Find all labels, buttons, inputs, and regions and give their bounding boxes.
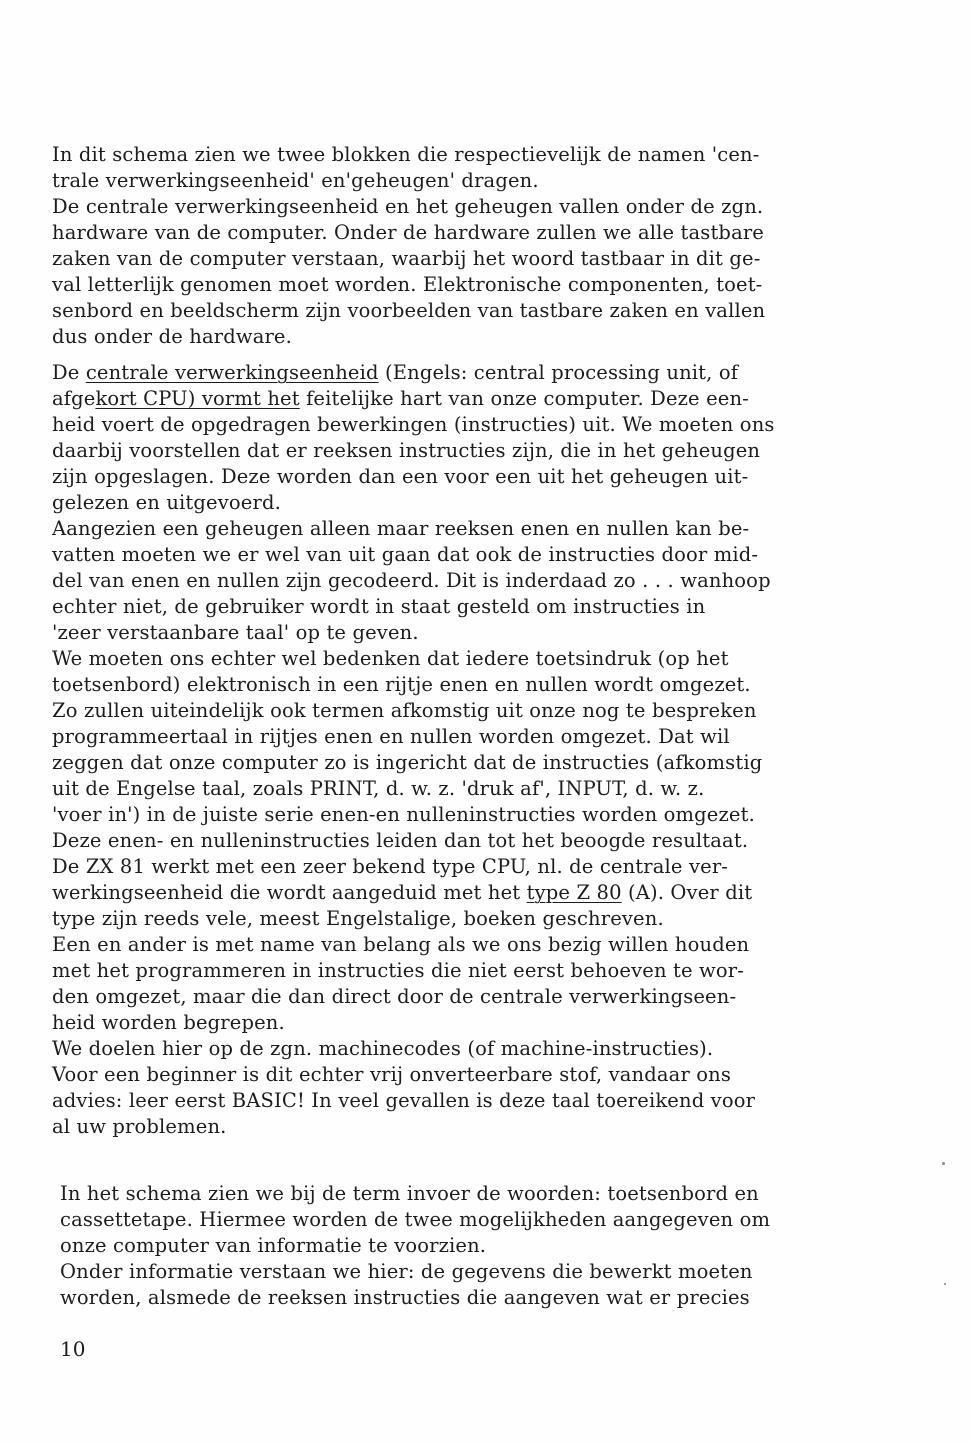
text-line: type zijn reeds vele, meest Engelstalige, boeken geschreven. — [52, 907, 664, 930]
text-line: toetsenbord) elektronisch in een rijtje enen en nullen wordt omgezet. — [52, 673, 751, 696]
text-line: senbord en beeldscherm zijn voorbeelden van tastbare zaken en vallen — [52, 299, 766, 322]
text-line: zaken van de computer verstaan, waarbij het woord tastbaar in dit ge- — [52, 247, 761, 270]
text-segment: feitelijke hart van onze computer. Deze een- — [299, 387, 749, 410]
text-line: heid voert de opgedragen bewerkingen (instructies) uit. We moeten ons — [52, 413, 775, 436]
text-line: In dit schema zien we twee blokken die respectievelijk de namen 'cen- — [52, 143, 760, 166]
paragraph-2 — [52, 360, 872, 1140]
scan-speck — [942, 1162, 945, 1165]
text-line: worden, alsmede de reeksen instructies die aangeven wat er precies — [60, 1286, 750, 1309]
text-line: Voor een beginner is dit echter vrij onverteerbare stof, vandaar ons — [52, 1063, 732, 1086]
text-line: daarbij voorstellen dat er reeksen instructies zijn, die in het geheugen — [52, 439, 761, 462]
text-line: gelezen en uitgevoerd. — [52, 491, 281, 514]
text-line: We moeten ons echter wel bedenken dat iedere toetsindruk (op het — [52, 647, 729, 670]
text-line — [52, 880, 872, 906]
text-line: zijn opgeslagen. Deze worden dan een voor een uit het geheugen uit- — [52, 465, 749, 488]
text-line: al uw problemen. — [52, 1115, 227, 1138]
text-line: Deze enen- en nulleninstructies leiden dan tot het beoogde resultaat. — [52, 829, 749, 852]
paragraph-1 — [52, 142, 872, 350]
text-line: De centrale verwerkingseenheid en het geheugen vallen onder de zgn. — [52, 195, 764, 218]
text-line — [52, 386, 872, 412]
underlined-term: type Z 80 — [526, 881, 622, 904]
text-segment: (Engels: central processing unit, of — [378, 361, 739, 384]
text-segment: afge — [52, 387, 96, 410]
text-line: hardware van de computer. Onder de hardware zullen we alle tastbare — [52, 221, 765, 244]
text-line: uit de Engelse taal, zoals PRINT, d. w. z. 'druk af', INPUT, d. w. z. — [52, 777, 705, 800]
text-line: Aangezien een geheugen alleen maar reeksen enen en nullen kan be- — [52, 517, 750, 540]
text-line: vatten moeten we er wel van uit gaan dat ook de instructies door mid- — [52, 543, 759, 566]
text-line: trale verwerkingseenheid' en'geheugen' dragen. — [52, 169, 539, 192]
text-line: val letterlijk genomen moet worden. Elektronische componenten, toet- — [52, 273, 763, 296]
text-line: In het schema zien we bij de term invoer de woorden: toetsenbord en — [60, 1182, 759, 1205]
text-segment: werkingseenheid die wordt aangeduid met het — [52, 881, 527, 904]
text-line: We doelen hier op de zgn. machinecodes (of machine-instructies). — [52, 1037, 714, 1060]
text-line: Onder informatie verstaan we hier: de gegevens die bewerkt moeten — [60, 1260, 753, 1283]
text-line: 'voer in') in de juiste serie enen-en nulleninstructies worden omgezet. — [52, 803, 755, 826]
underlined-term: centrale verwerkingseenheid — [85, 361, 379, 384]
text-line: dus onder de hardware. — [52, 325, 292, 348]
text-line: 'zeer verstaanbare taal' op te geven. — [52, 621, 419, 644]
text-line: advies: leer eerst BASIC! In veel gevallen is deze taal toereikend voor — [52, 1089, 756, 1112]
text-line: den omgezet, maar die dan direct door de centrale verwerkingseen- — [52, 985, 737, 1008]
text-line: Een en ander is met name van belang als we ons bezig willen houden — [52, 933, 750, 956]
underlined-term: kort CPU) vormt het — [95, 387, 300, 410]
text-line: programmeertaal in rijtjes enen en nullen worden omgezet. Dat wil — [52, 725, 730, 748]
paragraph-3 — [60, 1181, 880, 1311]
page-number: 10 — [60, 1337, 86, 1361]
text-line: cassettetape. Hiermee worden de twee mogelijkheden aangegeven om — [60, 1208, 771, 1231]
text-line: onze computer van informatie te voorzien. — [60, 1234, 487, 1257]
scan-speck — [944, 1283, 946, 1285]
text-line: met het programmeren in instructies die niet eerst behoeven te wor- — [52, 959, 744, 982]
text-line: zeggen dat onze computer zo is ingericht dat de instructies (afkomstig — [52, 751, 763, 774]
text-segment: (A). Over dit — [621, 881, 753, 904]
text-line: Zo zullen uiteindelijk ook termen afkomstig uit onze nog te bespreken — [52, 699, 757, 722]
text-line: De ZX 81 werkt met een zeer bekend type CPU, nl. de centrale ver- — [52, 855, 729, 878]
text-line: echter niet, de gebruiker wordt in staat gesteld om instructies in — [52, 595, 706, 618]
text-segment: De — [52, 361, 86, 384]
text-line: heid worden begrepen. — [52, 1011, 285, 1034]
text-line: del van enen en nullen zijn gecodeerd. Dit is inderdaad zo . . . wanhoop — [52, 569, 771, 592]
text-line — [52, 360, 872, 386]
